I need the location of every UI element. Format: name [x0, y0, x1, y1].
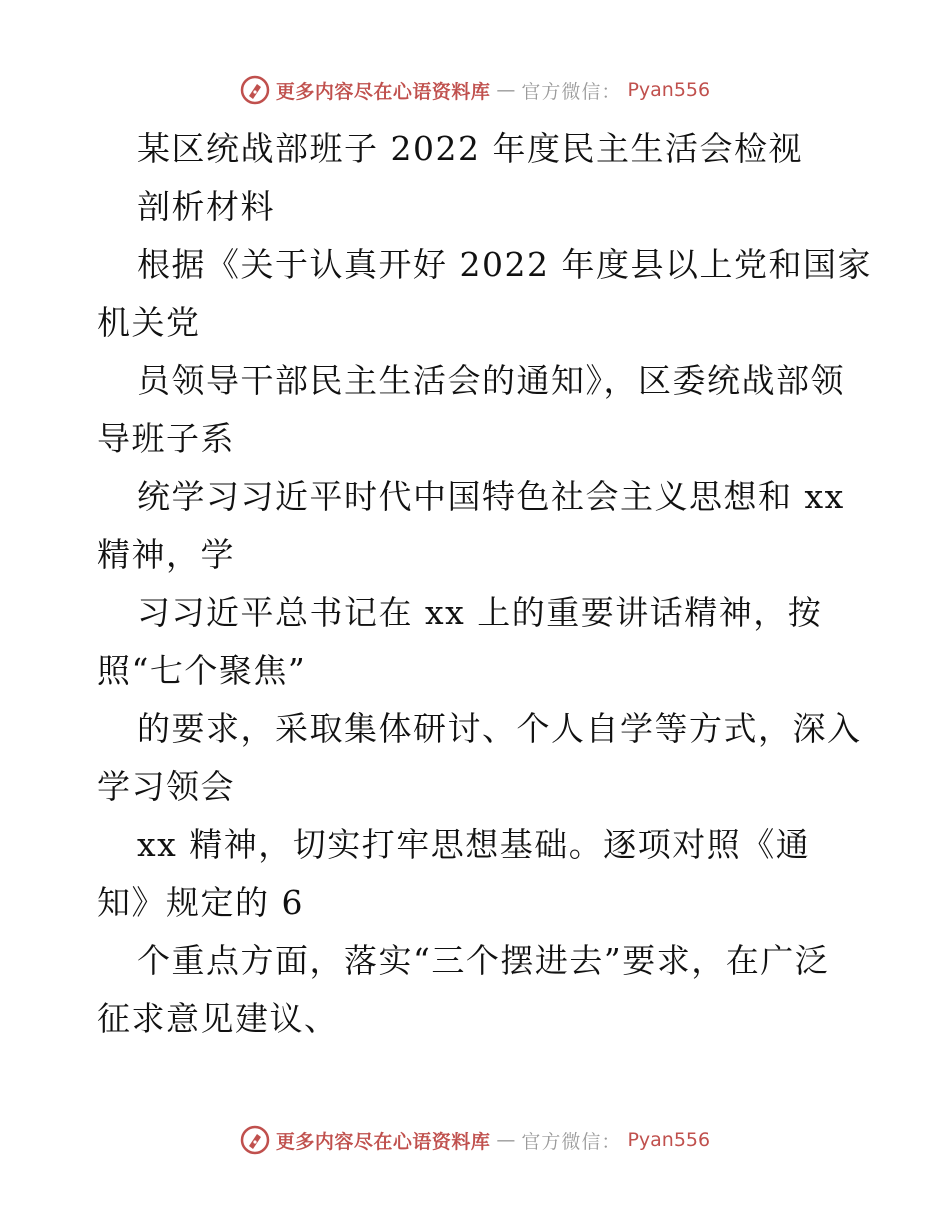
watermark-label: 官方微信：	[521, 1130, 622, 1153]
pen-nib-icon	[240, 1125, 270, 1155]
watermark-label: 官方微信：	[521, 80, 622, 103]
paragraph-line: 导班子系	[97, 419, 235, 458]
paragraph-line: xx 精神，切实打牢思想基础。逐项对照《通	[137, 825, 811, 864]
paragraph-line: 机关党	[97, 303, 201, 342]
document-body	[97, 120, 872, 1048]
watermark-dash: —	[496, 79, 516, 101]
paragraph-line: 习习近平总书记在 xx 上的重要讲话精神，按	[137, 593, 823, 632]
paragraph-line: 学习领会	[97, 767, 235, 806]
paragraph-line: 根据《关于认真开好 2022 年度县以上党和国家	[137, 245, 872, 284]
footer-watermark	[0, 1120, 950, 1160]
paragraph-line: 知》规定的 6	[97, 883, 304, 922]
paragraph-line: 征求意见建议、	[97, 999, 339, 1038]
watermark-title: 更多内容尽在心语资料库	[275, 1130, 491, 1153]
watermark-wechat-id: Pyan556	[627, 79, 711, 101]
document-title-line-1: 某区统战部班子 2022 年度民主生活会检视	[137, 129, 803, 168]
watermark-wechat-id: Pyan556	[627, 1129, 711, 1151]
watermark-title: 更多内容尽在心语资料库	[275, 80, 491, 103]
document-title-line-2: 剖析材料	[137, 187, 275, 226]
paragraph-line: 统学习习近平时代中国特色社会主义思想和 xx	[137, 477, 845, 516]
pen-nib-icon	[240, 75, 270, 105]
paragraph-line: 的要求，采取集体研讨、个人自学等方式，深入	[137, 709, 862, 748]
watermark-dash: —	[496, 1129, 516, 1151]
header-watermark	[0, 70, 950, 110]
paragraph-line: 个重点方面，落实“三个摆进去”要求，在广泛	[137, 941, 830, 980]
paragraph-line: 照“七个聚焦”	[97, 651, 307, 690]
paragraph-line: 精神，学	[97, 535, 235, 574]
paragraph-line: 员领导干部民主生活会的通知》，区委统战部领	[137, 361, 845, 400]
